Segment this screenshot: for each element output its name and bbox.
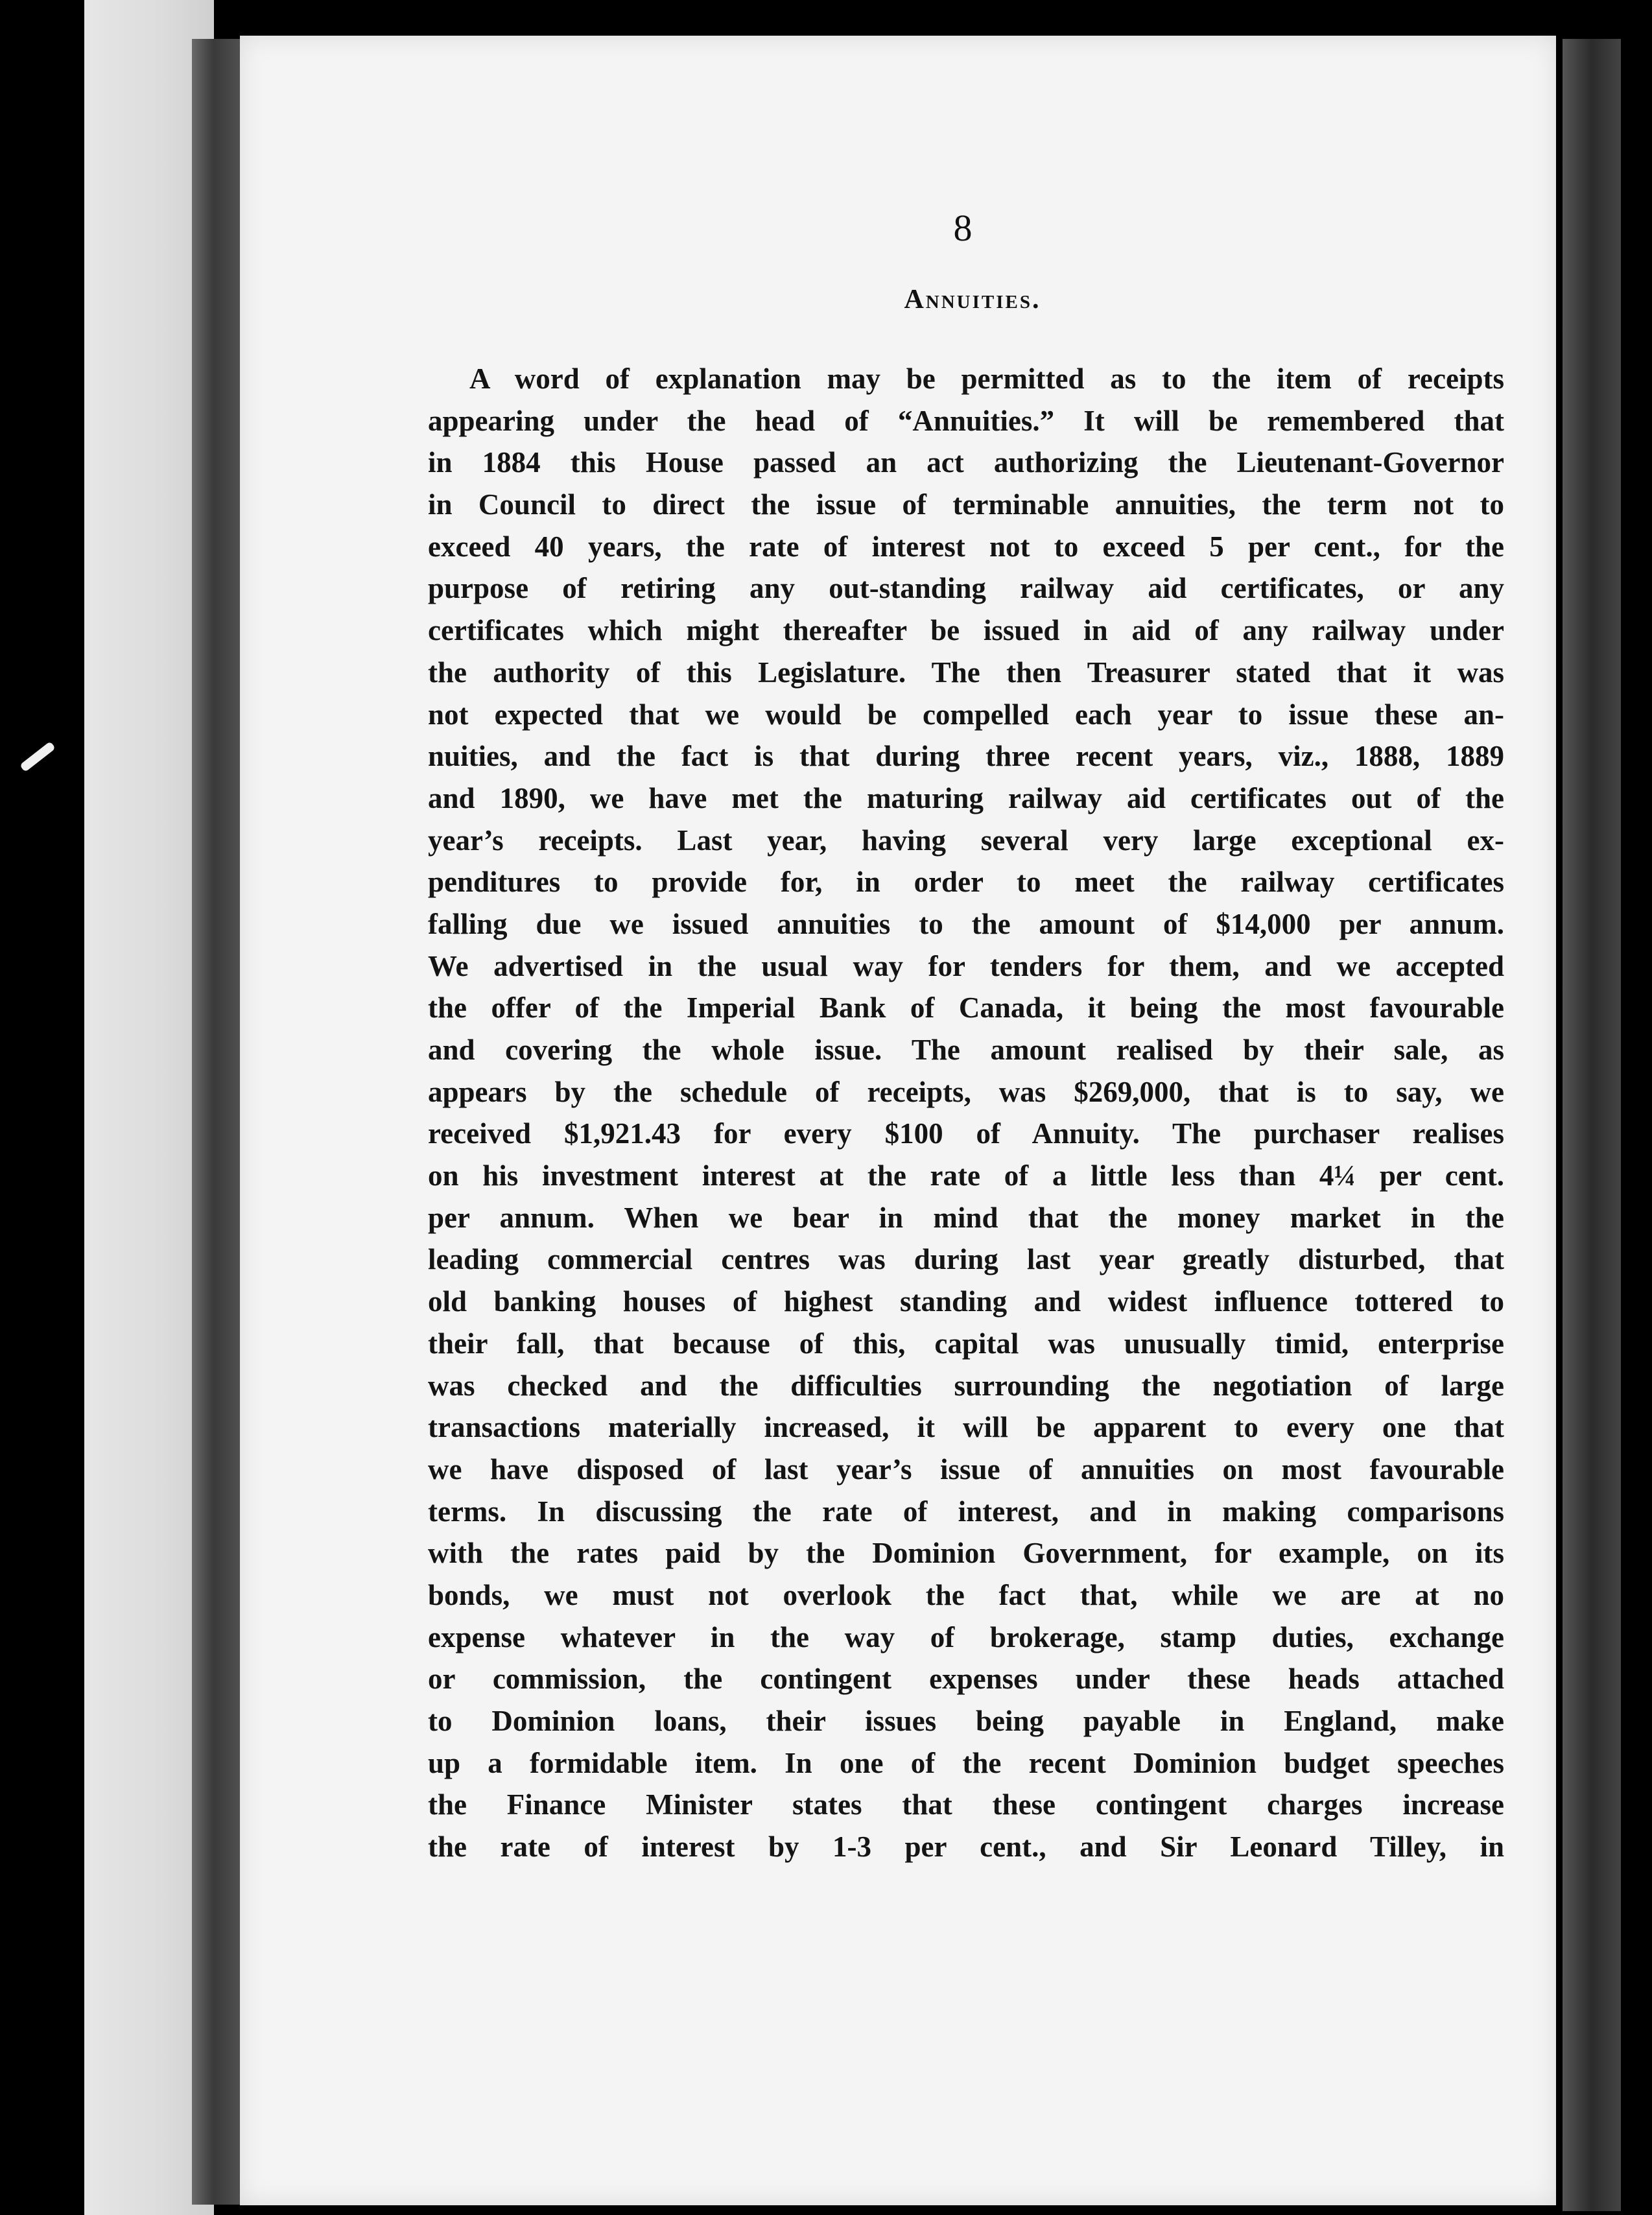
- binding-shadow: [192, 39, 246, 2205]
- text-line: on his investment interest at the rate of a little less than 4¼ per cent.: [428, 1159, 1504, 1192]
- text-line: bonds, we must not overlook the fact that, while we are at no: [428, 1578, 1504, 1611]
- text-line: to Dominion loans, their issues being payable in England, make: [428, 1705, 1504, 1737]
- text-line: year’s receipts. Last year, having several very large exceptional ex-: [428, 823, 1504, 857]
- text-line: falling due we issued annuities to the amount of $14,000 per annum.: [428, 907, 1504, 940]
- text-line: in 1884 this House passed an act authorizing the Lieutenant-Governor: [428, 446, 1504, 479]
- text-line: we have disposed of last year’s issue of annuities on most favourable: [428, 1452, 1504, 1486]
- text-line: the offer of the Imperial Bank of Canada, it being the most favourable: [428, 991, 1504, 1025]
- text-line: transactions materially increased, it will be apparent to every one that: [428, 1411, 1504, 1444]
- film-scratch-mark: [19, 741, 56, 772]
- text-line: per annum. When we bear in mind that the money market in the: [428, 1201, 1504, 1234]
- text-line: A word of explanation may be permitted as to the item of receipts: [469, 362, 1504, 395]
- body-text: [428, 358, 1504, 1868]
- text-line: or commission, the contingent expenses under these heads attached: [428, 1663, 1504, 1696]
- text-line: certificates which might thereafter be issued in aid of any railway under: [428, 614, 1504, 647]
- page-number: 8: [953, 207, 973, 249]
- text-line: appearing under the head of “Annuities.” It will be remembered that: [428, 404, 1504, 437]
- section-title: Annuities.: [904, 285, 1041, 314]
- text-line: nuities, and the fact is that during three recent years, viz., 1888, 1889: [428, 740, 1504, 773]
- text-line: the authority of this Legislature. The then Treasurer stated that it was: [428, 656, 1504, 689]
- text-line: and covering the whole issue. The amount realised by their sale, as: [428, 1034, 1504, 1066]
- right-page-edge: [1563, 39, 1621, 2211]
- text-line: in Council to direct the issue of terminable annuities, the term not to: [428, 488, 1504, 521]
- text-line: their fall, that because of this, capital was unusually timid, enterprise: [428, 1327, 1504, 1360]
- text-line: was checked and the difficulties surrounding the negotiation of large: [428, 1369, 1504, 1402]
- text-line: penditures to provide for, in order to meet the railway certificates: [428, 866, 1504, 899]
- text-line: received $1,921.43 for every $100 of Annuity. The purchaser realises: [428, 1117, 1504, 1150]
- text-line: not expected that we would be compelled each year to issue these an-: [428, 698, 1504, 731]
- text-line: the Finance Minister states that these contingent charges increase: [428, 1788, 1504, 1821]
- text-line: appears by the schedule of receipts, was $269,000, that is to say, we: [428, 1075, 1504, 1108]
- text-line: leading commercial centres was during last year greatly disturbed, that: [428, 1243, 1504, 1276]
- text-line: terms. In discussing the rate of interest, and in making comparisons: [428, 1495, 1504, 1528]
- text-line: the rate of interest by 1-3 per cent., and Sir Leonard Tilley, in: [428, 1830, 1504, 1864]
- text-line: up a formidable item. In one of the recent Dominion budget speeches: [428, 1746, 1504, 1779]
- text-line: We advertised in the usual way for tenders for them, and we accepted: [428, 949, 1504, 982]
- text-line: old banking houses of highest standing and widest influence tottered to: [428, 1285, 1504, 1318]
- text-line: and 1890, we have met the maturing railway aid certificates out of the: [428, 781, 1504, 814]
- text-line: expense whatever in the way of brokerage, stamp duties, exchange: [428, 1620, 1504, 1653]
- text-line: with the rates paid by the Dominion Government, for example, on its: [428, 1537, 1504, 1570]
- text-line: purpose of retiring any out-standing railway aid certificates, or any: [428, 572, 1504, 605]
- text-line: exceed 40 years, the rate of interest not to exceed 5 per cent., for the: [428, 530, 1504, 563]
